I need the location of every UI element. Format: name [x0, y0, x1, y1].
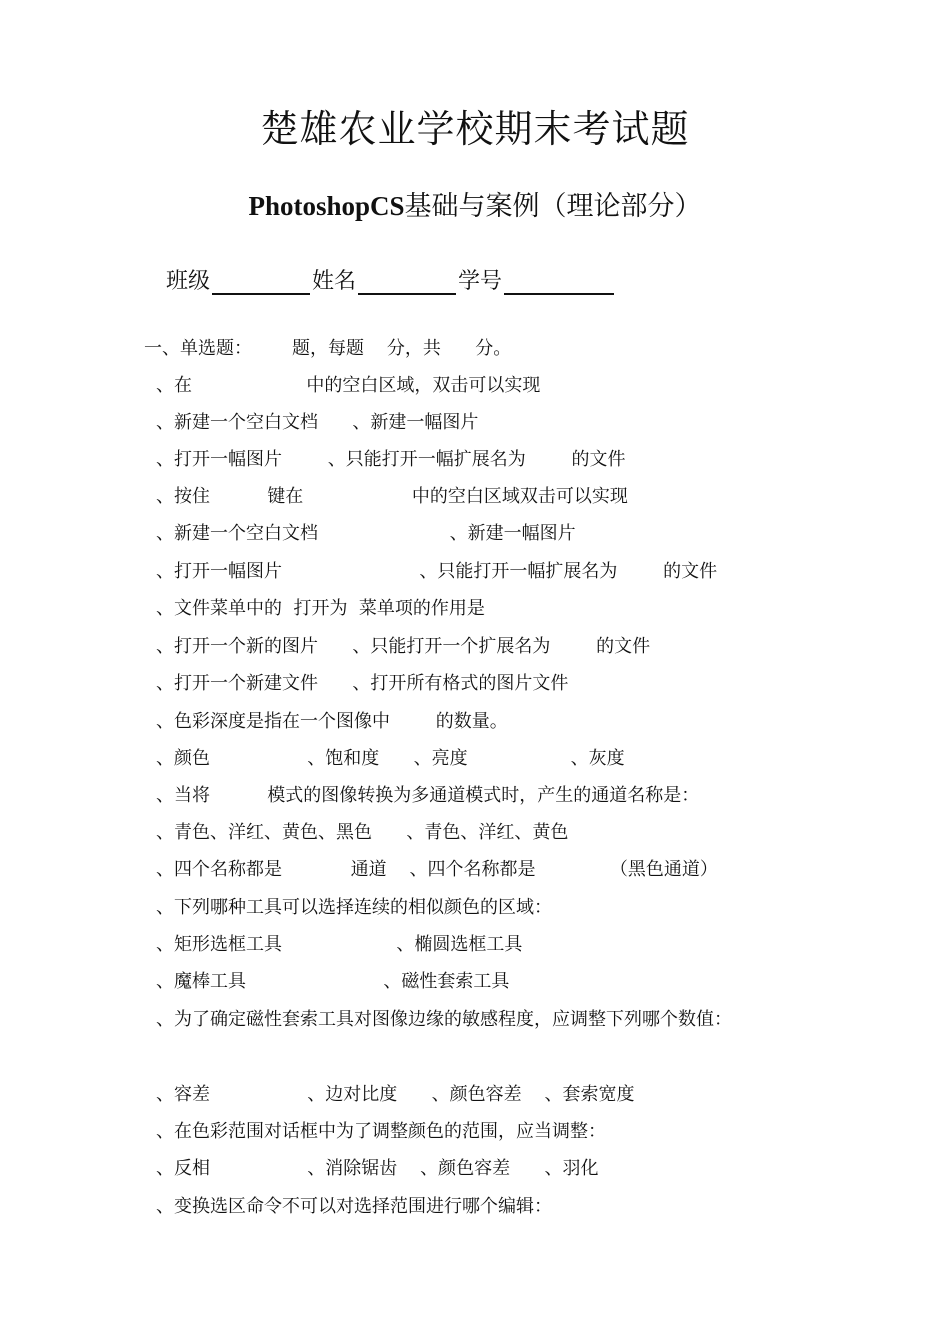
option-line: 、打开一个新的图片 、只能打开一个扩展名为 的文件 — [156, 636, 651, 657]
option-line: 、打开一幅图片 、只能打开一幅扩展名为 的文件 — [156, 561, 718, 582]
question-line: 、为了确定磁性套索工具对图像边缘的敏感程度，应调整下列哪个数值： — [156, 1009, 732, 1030]
exam-subtitle — [0, 184, 950, 223]
option-line: 、打开一个新建文件 、打开所有格式的图片文件 — [156, 673, 569, 694]
question-line: 、下列哪种工具可以选择连续的相似颜色的区域： — [156, 897, 552, 918]
subtitle-software-name: PhotoshopCS — [248, 191, 405, 221]
question-line: 、按住 键在 中的空白区域双击可以实现 — [156, 486, 628, 507]
question-line: 、变换选区命令不可以对选择范围进行哪个编辑： — [156, 1196, 552, 1217]
class-blank — [212, 267, 310, 295]
question-line: 、文件菜单中的 打开为 菜单项的作用是 — [156, 598, 485, 619]
section-heading: 一、单选题： 题，每题 分，共 分。 — [144, 338, 512, 359]
question-line: 、当将 模式的图像转换为多通道模式时，产生的通道名称是： — [156, 785, 700, 806]
option-line: 、矩形选框工具 、椭圆选框工具 — [156, 934, 523, 955]
subtitle-text: 基础与案例（理论部分） — [404, 191, 702, 222]
option-line: 、反相 、消除锯齿 、颜色容差 、羽化 — [156, 1158, 599, 1179]
option-line: 、新建一个空白文档 、新建一幅图片 — [156, 412, 479, 433]
student-id-blank — [504, 267, 614, 295]
class-label: 班级 — [166, 269, 211, 294]
option-line: 、四个名称都是 通道 、四个名称都是 （黑色通道） — [156, 859, 718, 880]
option-line: 、新建一个空白文档 、新建一幅图片 — [156, 523, 576, 544]
question-line: 、色彩深度是指在一个图像中 的数量。 — [156, 711, 508, 732]
option-line: 、魔棒工具 、磁性套索工具 — [156, 971, 510, 992]
option-line: 、青色、洋红、黄色、黑色 、青色、洋红、黄色 — [156, 822, 569, 843]
option-line: 、颜色 、饱和度 、亮度 、灰度 — [156, 748, 625, 769]
name-label: 姓名 — [312, 269, 357, 294]
question-line: 、在色彩范围对话框中为了调整颜色的范围，应当调整： — [156, 1121, 606, 1142]
question-line: 、在 中的空白区域，双击可以实现 — [156, 375, 541, 396]
student-id-label: 学号 — [458, 269, 503, 294]
student-info-row — [166, 264, 616, 295]
option-line: 、容差 、边对比度 、颜色容差 、套索宽度 — [156, 1084, 635, 1105]
exam-title: 楚雄农业学校期末考试题 — [260, 107, 690, 151]
option-line: 、打开一幅图片 、只能打开一幅扩展名为 的文件 — [156, 449, 626, 470]
name-blank — [358, 267, 456, 295]
